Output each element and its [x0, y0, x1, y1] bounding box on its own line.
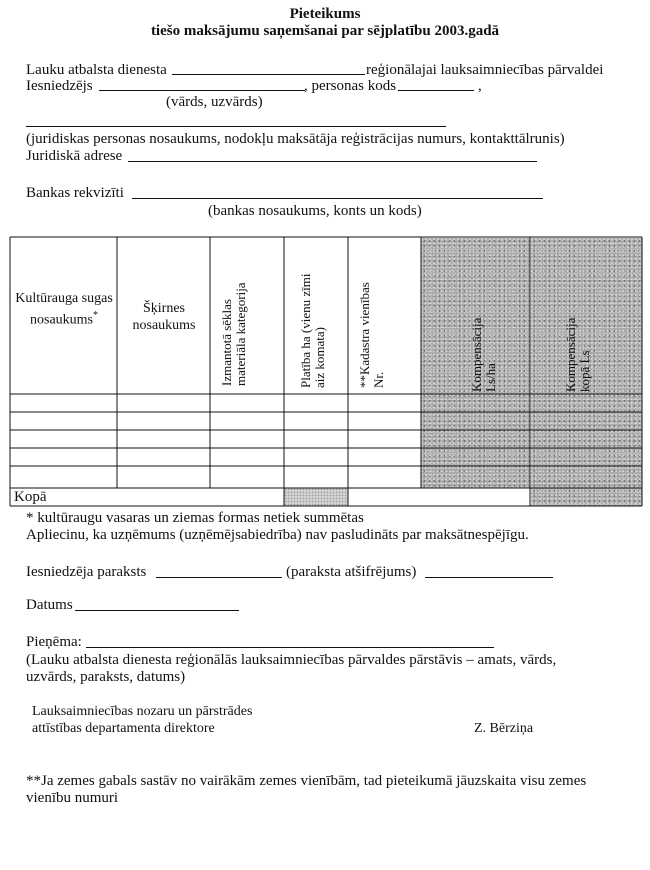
lad-prefix: Lauku atbalsta dienesta — [26, 62, 167, 78]
note-1: * kultūraugu vasaras un ziemas formas netiek summētas — [26, 510, 364, 526]
bank-hint: (bankas nosaukums, konts un kods) — [208, 203, 422, 219]
document-subtitle: tiešo maksājumu saņemšanai par sējplatību 2003.gadā — [150, 23, 500, 39]
bank-label: Bankas rekvizīti — [26, 185, 124, 201]
col-comp-rate-header: Kompensācija Ls/ha — [469, 317, 498, 392]
decode-label: (paraksta atšifrējums) — [286, 564, 417, 580]
director-line-1: Lauksaimniecības nozaru un pārstrādes — [32, 704, 253, 719]
signature-field[interactable] — [156, 577, 282, 578]
col-crop-text: Kultūrauga sugas nosaukums — [15, 291, 113, 328]
sign-label: Iesniedzēja paraksts — [26, 564, 147, 580]
legal-person-hint: (juridiskas personas nosaukums, nodokļu maksātāja reģistrācijas numurs, kontakttālrunis) — [26, 131, 565, 147]
director-line-2: attīstības departamenta direktore — [32, 721, 215, 736]
col-crop-mark: * — [93, 310, 98, 321]
footnote-line-2: vienību numuri — [26, 790, 119, 806]
col-crop-header — [14, 290, 114, 329]
comma: , — [478, 78, 482, 94]
applicant-label: Iesniedzējs — [26, 78, 93, 94]
col-variety-header: Šķirnes nosaukums — [132, 301, 196, 333]
table-rows[interactable] — [10, 394, 284, 488]
accepted-hint-1: (Lauku atbalsta dienesta reģionālās lauksaimniecības pārvaldes pārstāvis – amats, vārds, — [26, 652, 557, 668]
lad-suffix: reģionālajai lauksaimniecības pārvaldei — [366, 62, 604, 78]
accepted-field[interactable] — [86, 647, 494, 648]
name-hint: (vārds, uzvārds) — [166, 94, 263, 110]
signature-decode-field[interactable] — [425, 577, 553, 578]
legal-address-label: Juridiskā adrese — [26, 148, 123, 164]
col-cadastre-header: **Kadastra vienības Nr. — [357, 282, 386, 388]
affirmation: Apliecinu, ka uzņēmums (uzņēmējsabiedrība) nav pasludināts par maksātnespējīgu. — [26, 527, 529, 543]
date-label: Datums — [26, 597, 73, 613]
director-name: Z. Bērziņa — [474, 721, 534, 736]
col-comp-total-header: Kompensācija kopā Ls — [563, 317, 592, 392]
col-seed-header: Izmantotā sēklas materiāla kategorija — [219, 282, 248, 386]
date-field[interactable] — [75, 610, 239, 611]
accepted-label: Pieņēma: — [26, 634, 82, 650]
footnote-line-1: **Ja zemes gabals sastāv no vairākām zemes vienībām, tad pieteikumā jāuzskaita visu zemes — [26, 773, 587, 789]
personal-code-label: , personas kods — [304, 78, 397, 94]
document-title: Pieteikums — [289, 6, 361, 22]
total-label: Kopā — [14, 489, 47, 505]
accepted-hint-2: uzvārds, paraksts, datums) — [26, 669, 186, 685]
col-area-header: Platība ha (vienu zīmi aiz komata) — [298, 273, 327, 388]
